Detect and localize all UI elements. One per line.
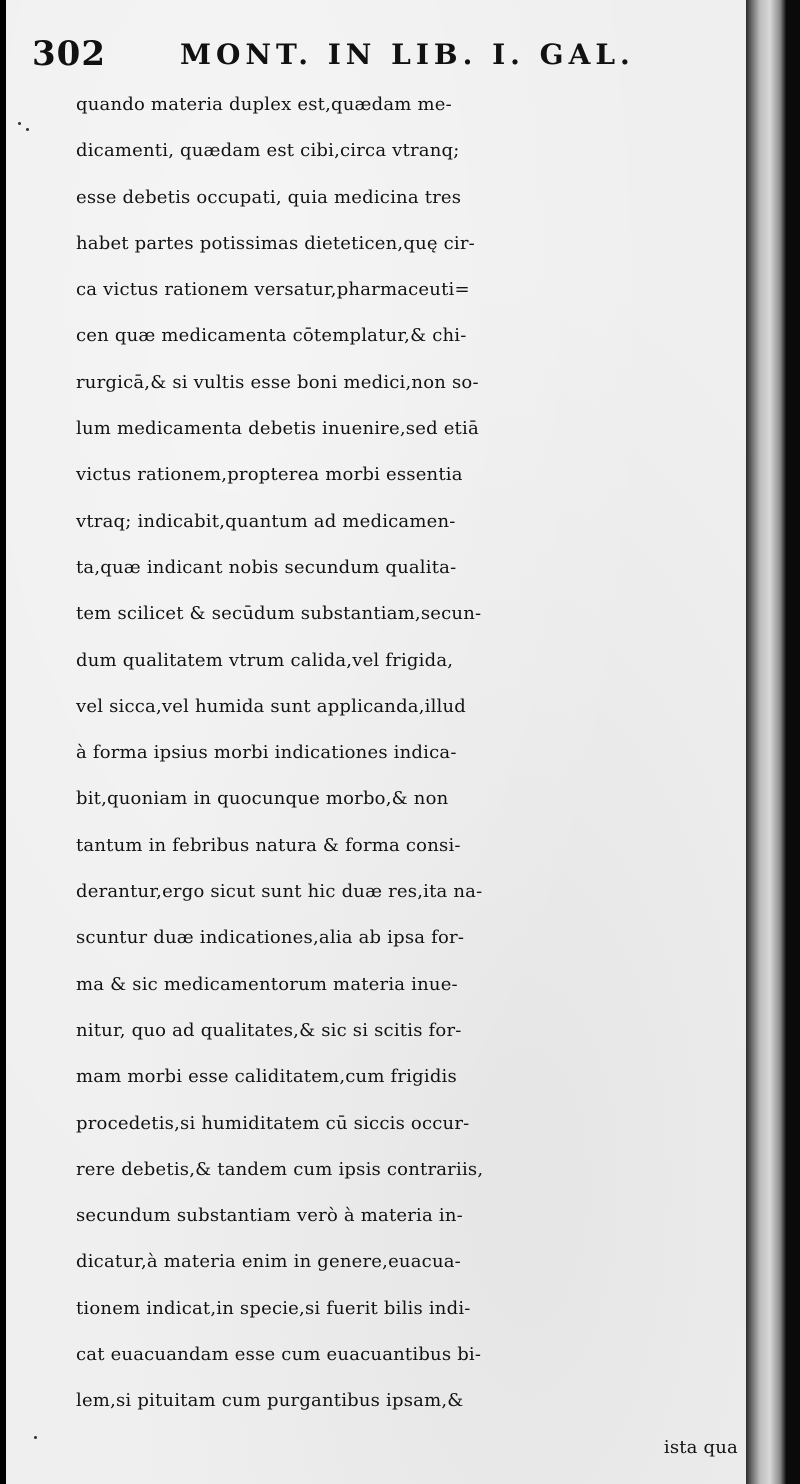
text-line: tionem indicat,in specie,si fuerit bilis indi- bbox=[76, 1297, 471, 1319]
catchword: ista qua bbox=[663, 1436, 738, 1458]
text-line: lum medicamenta debetis inuenire,sed etiā bbox=[76, 418, 479, 440]
text-line: cat euacuandam esse cum euacuantibus bi- bbox=[76, 1344, 482, 1366]
text-line: bit,quoniam in quocunque morbo,& non bbox=[76, 788, 449, 810]
text-line: ca victus rationem versatur,pharmaceuti= bbox=[76, 279, 470, 301]
text-line: derantur,ergo sicut sunt hic duæ res,ita na- bbox=[76, 881, 483, 903]
page-header bbox=[32, 30, 732, 80]
text-line: tantum in febribus natura & forma consi- bbox=[76, 834, 461, 856]
text-line: dum qualitatem vtrum calida,vel frigida, bbox=[76, 649, 454, 671]
ink-speck bbox=[26, 128, 29, 131]
text-line: ta,quæ indicant nobis secundum qualita- bbox=[76, 556, 457, 578]
text-line: dicamenti, quædam est cibi,circa vtranq; bbox=[76, 140, 460, 162]
text-line: à forma ipsius morbi indicationes indica- bbox=[76, 742, 457, 764]
text-line: rere debetis,& tandem cum ipsis contrariis, bbox=[76, 1158, 484, 1180]
text-line: tem scilicet & secūdum substantiam,secun- bbox=[76, 603, 482, 625]
page-gutter-shadow bbox=[746, 0, 786, 1484]
book-page bbox=[6, 0, 750, 1484]
text-line: mam morbi esse caliditatem,cum frigidis bbox=[76, 1066, 457, 1088]
text-line: rurgicā,& si vultis esse boni medici,non so- bbox=[76, 371, 479, 393]
page-number: 302 bbox=[32, 34, 106, 74]
scan-edge bbox=[786, 0, 800, 1484]
text-line: quando materia duplex est,quædam me- bbox=[76, 94, 452, 115]
text-line: vtraq; indicabit,quantum ad medicamen- bbox=[76, 510, 456, 532]
running-head: MONT. IN LIB. I. GAL. bbox=[180, 38, 635, 71]
ink-speck bbox=[18, 122, 21, 125]
text-line: secundum substantiam verò à materia in- bbox=[76, 1205, 463, 1227]
text-line: esse debetis occupati, quia medicina tres bbox=[76, 186, 462, 208]
text-line: cen quæ medicamenta cōtemplatur,& chi- bbox=[76, 325, 467, 347]
ink-speck bbox=[34, 1436, 37, 1439]
text-line: victus rationem,propterea morbi essentia bbox=[76, 464, 463, 486]
text-line: ma & sic medicamentorum materia inue- bbox=[76, 973, 458, 995]
text-line: vel sicca,vel humida sunt applicanda,illud bbox=[76, 695, 467, 717]
text-line: scuntur duæ indicationes,alia ab ipsa for- bbox=[76, 927, 465, 949]
text-line: dicatur,à materia enim in genere,euacua- bbox=[76, 1251, 461, 1273]
text-line: habet partes potissimas dieteticen,quę cir- bbox=[76, 232, 475, 254]
text-line: procedetis,si humiditatem cū siccis occur- bbox=[76, 1112, 470, 1134]
text-line: nitur, quo ad qualitates,& sic si scitis for- bbox=[76, 1019, 462, 1041]
text-line: lem,si pituitam cum purgantibus ipsam,& bbox=[76, 1390, 464, 1412]
body-text bbox=[76, 82, 746, 1471]
